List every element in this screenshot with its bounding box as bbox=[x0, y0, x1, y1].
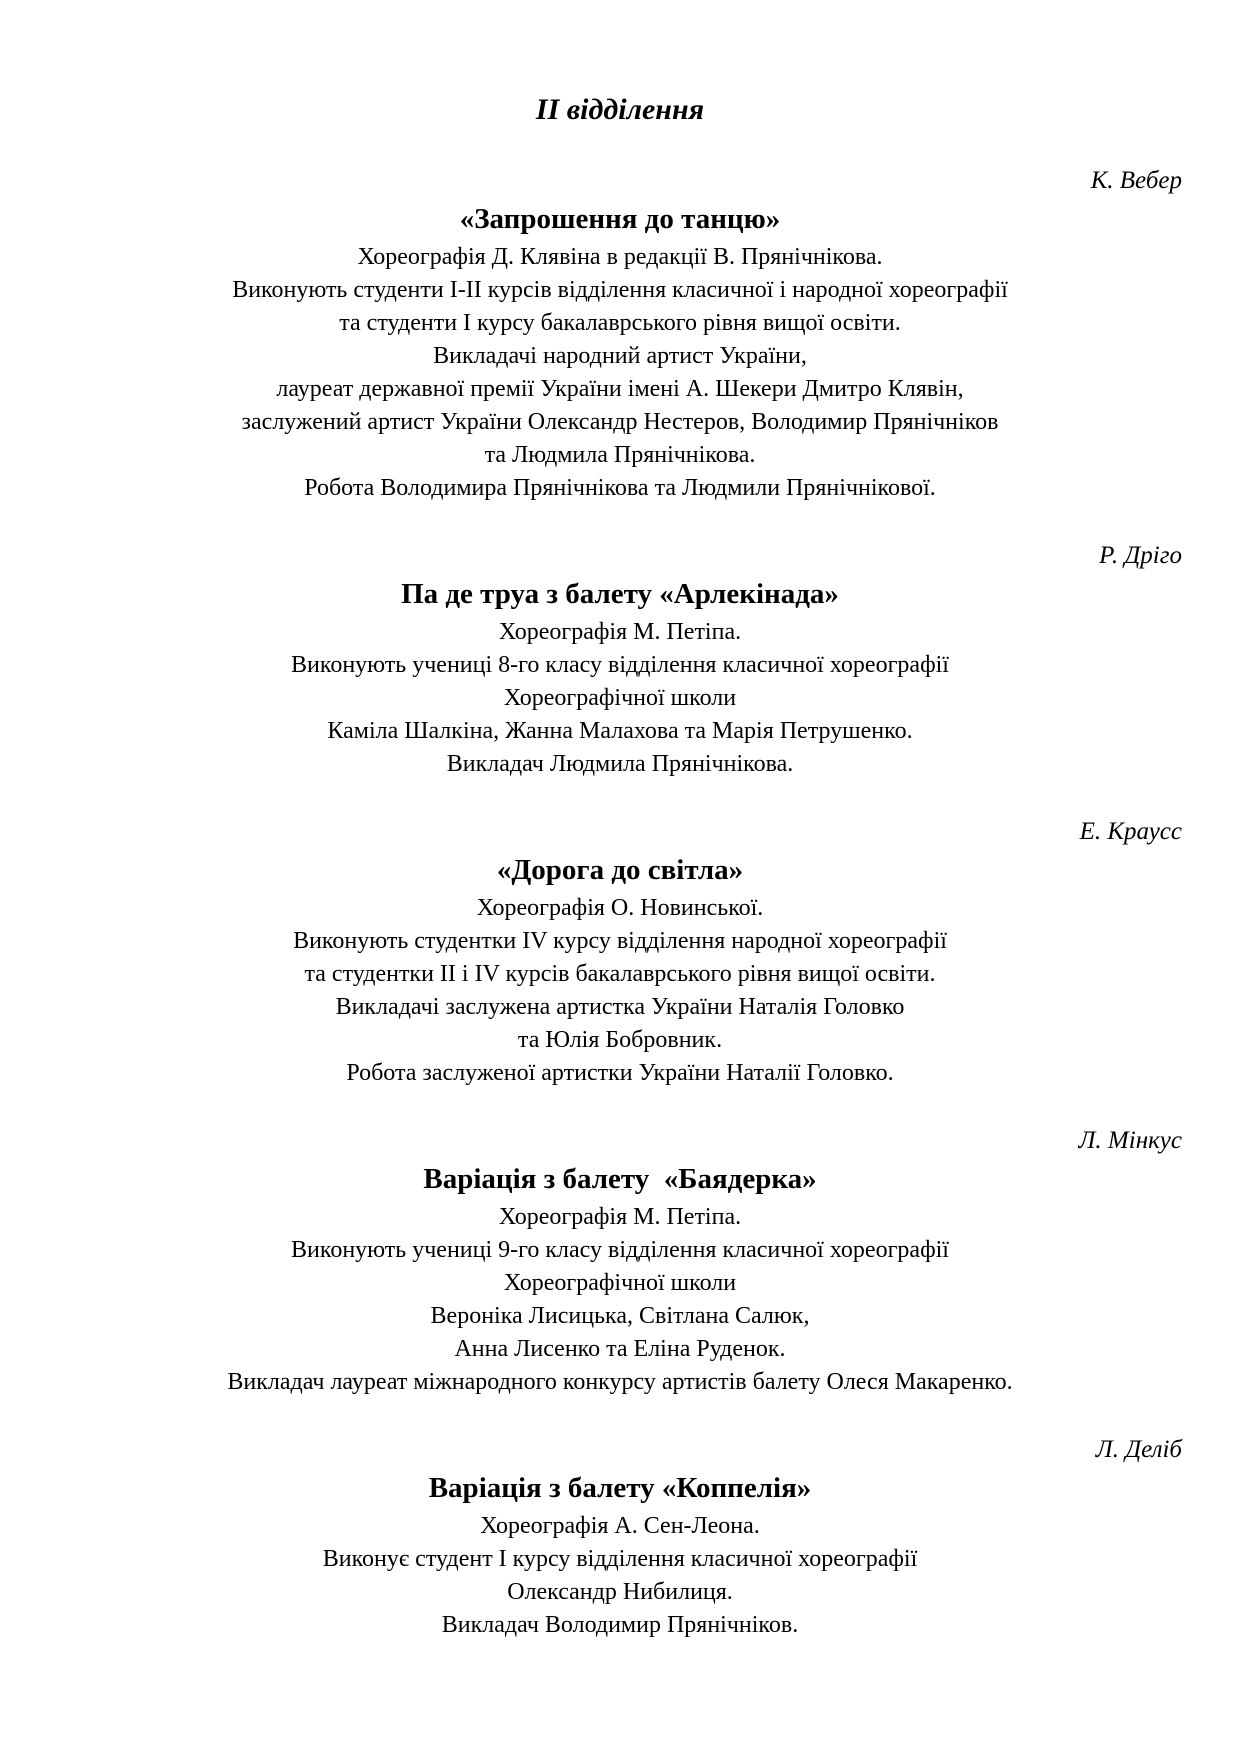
program-line: Хореографічної школи bbox=[503, 1270, 737, 1296]
program-line: Виконують учениці 8-го класу відділення класичної хореографії bbox=[291, 652, 949, 678]
program-line: Олександр Нибилиця. bbox=[507, 1579, 733, 1605]
program-line: Виконують студентки IV курсу відділення народної хореографії bbox=[293, 928, 947, 954]
composer-credit: Л. Мінкус bbox=[1078, 1127, 1182, 1154]
program-line: Хореографія М. Петіпа. bbox=[498, 1204, 742, 1230]
piece-title: Па де труа з балету «Арлекінада» bbox=[401, 578, 839, 610]
piece-title: Варіація з балету «Баядерка» bbox=[423, 1163, 817, 1195]
program-line: та студентки II і IV курсів бакалаврського рівня вищої освіти. bbox=[304, 961, 936, 987]
piece-title: «Дорога до світла» bbox=[496, 854, 744, 886]
program-section-1 bbox=[58, 164, 1182, 505]
program-line: Хореографічної школи bbox=[503, 685, 737, 711]
program-line: Хореографія А. Сен-Леона. bbox=[480, 1513, 760, 1539]
program-line: та Юлія Бобровник. bbox=[517, 1027, 723, 1053]
program-line: Викладачі народний артист України, bbox=[433, 343, 807, 369]
composer-credit: Е. Краусс bbox=[1079, 818, 1182, 845]
program-line: та Людмила Прянічнікова. bbox=[484, 442, 756, 468]
program-line: лауреат державної премії України імені А. Шекери Дмитро Клявін, bbox=[276, 376, 964, 402]
program-line: Викладач Людмила Прянічнікова. bbox=[446, 751, 794, 777]
composer-credit: Л. Деліб bbox=[1095, 1436, 1182, 1463]
program-line: Вероніка Лисицька, Світлана Салюк, bbox=[430, 1303, 810, 1329]
program-section-5 bbox=[58, 1433, 1182, 1642]
program-section-2 bbox=[58, 539, 1182, 781]
program-line: Анна Лисенко та Еліна Руденок. bbox=[454, 1336, 786, 1362]
program-line: Виконують студенти I-II курсів відділення класичної і народної хореографії bbox=[232, 277, 1008, 303]
program-line: Виконує студент I курсу відділення класичної хореографії bbox=[322, 1546, 918, 1572]
program-line: та студенти I курсу бакалаврського рівня вищої освіти. bbox=[339, 310, 901, 336]
composer-credit: Р. Дріго bbox=[1099, 542, 1182, 569]
piece-title: «Запрошення до танцю» bbox=[459, 203, 781, 235]
program-line: заслужений артист України Олександр Нестеров, Володимир Прянічніков bbox=[241, 409, 999, 435]
program-line: Робота Володимира Прянічнікова та Людмили Прянічнікової. bbox=[304, 475, 936, 501]
program-line: Викладачі заслужена артистка України Наталія Головко bbox=[335, 994, 905, 1020]
program-section-3 bbox=[58, 815, 1182, 1090]
program-line: Викладач лауреат міжнародного конкурсу артистів балету Олеся Макаренко. bbox=[227, 1369, 1013, 1395]
program-section-4 bbox=[58, 1124, 1182, 1399]
program-line: Хореографія М. Петіпа. bbox=[498, 619, 742, 645]
piece-title: Варіація з балету «Коппелія» bbox=[428, 1472, 812, 1504]
page-title: II відділення bbox=[535, 93, 705, 126]
program-line: Робота заслуженої артистки України Наталії Головко. bbox=[346, 1060, 894, 1086]
program-line: Викладач Володимир Прянічніков. bbox=[441, 1612, 799, 1638]
program-line: Каміла Шалкіна, Жанна Малахова та Марія Петрушенко. bbox=[327, 718, 913, 744]
program-line: Хореографія Д. Клявіна в редакції В. Прянічнікова. bbox=[357, 244, 883, 270]
program-line: Виконують учениці 9-го класу відділення класичної хореографії bbox=[291, 1237, 949, 1263]
composer-credit: К. Вебер bbox=[1090, 167, 1182, 194]
program-line: Хореографія О. Новинської. bbox=[476, 895, 764, 921]
